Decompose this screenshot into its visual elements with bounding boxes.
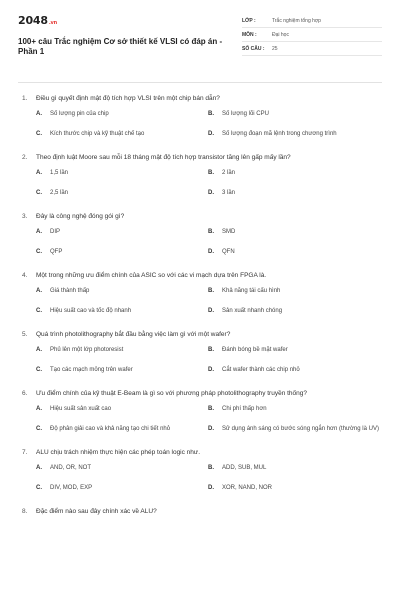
option-text: DIP [50,229,61,235]
question-list [18,93,382,516]
option-text: Sản xuất nhanh chóng [222,308,283,314]
question-number: 8. [22,507,28,515]
option-text: Giá thành thấp [50,288,90,294]
answer-option[interactable] [208,129,380,139]
option-text: Số lượng lõi CPU [222,111,269,117]
option-text: ADD, SUB, MUL [222,465,267,471]
document-title-line-2: Phần 1 [18,47,45,56]
question-text [18,152,382,162]
option-letter: B. [208,465,214,471]
question-stem: Đặc điểm nào sau đây chính xác về ALU? [36,507,157,515]
option-text: QFN [222,249,235,255]
answer-option[interactable] [36,463,208,473]
question-stem: Quá trình photolithography bắt đầu bằng việc làm gì với một wafer? [36,330,231,338]
meta-value: Đại học [272,31,289,38]
option-letter: B. [208,111,214,117]
question-stem: Điều gì quyết định mật độ tích hợp VLSI trên một chip bán dẫn? [36,94,220,102]
answer-option[interactable] [36,109,208,119]
option-text: Chi phí thấp hơn [222,406,267,412]
question-stem: Một trong những ưu điểm chính của ASIC so với các vi mạch dựa trên FPGA là. [36,271,267,279]
question-stem: ALU chịu trách nhiệm thực hiện các phép toán logic như. [36,448,201,456]
header-divider [18,82,382,83]
option-text: Hiệu suất sản xuất cao [50,406,112,412]
document-title-line-1: 100+ câu Trắc nghiệm Cơ sở thiết kế VLSI có đáp án - [18,37,223,46]
question-number: 2. [22,153,28,161]
answer-option[interactable] [36,286,208,296]
meta-value: Trắc nghiệm tổng hợp [272,17,321,24]
answer-option[interactable] [208,188,380,198]
answer-options [36,463,382,493]
logo-text: 2048 [18,14,48,27]
option-letter: D. [208,131,214,137]
option-letter: D. [208,190,214,196]
answer-option[interactable] [208,247,380,257]
option-text: XOR, NAND, NOR [222,485,273,491]
option-text: QFP [50,249,63,255]
answer-option[interactable] [208,109,380,119]
option-text: Kích thước chip và kỹ thuật chế tạo [50,131,145,137]
question-text [18,388,382,398]
meta-row-class [242,14,382,28]
option-letter: A. [36,465,42,471]
option-letter: B. [208,406,214,412]
option-text: Cắt wafer thành các chip nhỏ [222,367,300,373]
option-letter: A. [36,170,42,176]
option-letter: B. [208,170,214,176]
answer-option[interactable] [36,306,208,316]
answer-option[interactable] [36,188,208,198]
question-item [18,447,382,493]
option-letter: C. [36,485,42,491]
answer-option[interactable] [36,424,208,434]
option-letter: B. [208,288,214,294]
option-letter: A. [36,406,42,412]
option-text: Sử dụng ánh sáng có bước sóng ngắn hơn (thường là UV) [222,426,379,432]
question-stem: Theo định luật Moore sau mỗi 18 tháng mật độ tích hợp transistor tăng lên gấp mấy lần? [36,153,291,161]
option-text: Số lượng pin của chip [50,111,109,117]
question-text [18,329,382,339]
option-letter: D. [208,426,214,432]
question-number: 6. [22,389,28,397]
option-letter: C. [36,308,42,314]
answer-option[interactable] [36,404,208,414]
option-letter: C. [36,249,42,255]
logo-suffix: .vn [48,20,57,26]
option-letter: D. [208,249,214,255]
answer-options [36,404,382,434]
meta-key: MÔN : [242,31,257,38]
answer-option[interactable] [208,227,380,237]
answer-options [36,345,382,375]
question-item [18,270,382,316]
meta-row-subject [242,28,382,42]
question-item [18,93,382,139]
answer-option[interactable] [36,227,208,237]
option-text: AND, OR, NOT [50,465,92,471]
answer-option[interactable] [36,483,208,493]
option-letter: A. [36,288,42,294]
question-number: 4. [22,271,28,279]
answer-option[interactable] [36,247,208,257]
brand-block [18,14,238,74]
answer-option[interactable] [36,365,208,375]
answer-options [36,168,382,198]
answer-option[interactable] [208,483,380,493]
option-text: Khả năng tái cấu hình [222,288,281,294]
meta-value: 25 [272,45,278,52]
option-text: Độ phân giải cao và khả năng tạo chi tiết nhỏ [50,426,171,432]
option-letter: C. [36,190,42,196]
answer-option[interactable] [208,306,380,316]
option-letter: D. [208,485,214,491]
answer-option[interactable] [36,345,208,355]
question-stem: Đây là công nghệ đóng gói gì? [36,212,125,220]
answer-option[interactable] [208,404,380,414]
option-text: DIV, MOD, EXP [50,485,93,491]
document-title [18,37,238,57]
option-text: 2,5 lần [50,190,69,196]
answer-options [36,109,382,139]
option-letter: B. [208,229,214,235]
question-item [18,329,382,375]
answer-options [36,286,382,316]
option-letter: D. [208,367,214,373]
option-letter: B. [208,347,214,353]
site-logo[interactable] [18,14,238,27]
meta-key: SỐ CÂU : [242,45,265,52]
question-text [18,211,382,221]
question-item [18,506,382,516]
option-text: 3 lần [222,190,236,196]
question-text [18,93,382,103]
option-letter: C. [36,426,42,432]
option-text: Số lượng đoạn mã lệnh trong chương trình [222,131,337,137]
meta-table [242,14,382,74]
option-text: Tạo các mạch mỏng trên wafer [50,367,133,373]
answer-options [36,227,382,257]
question-number: 7. [22,448,28,456]
question-text [18,506,382,516]
answer-option[interactable] [208,345,380,355]
meta-row-count [242,42,382,56]
answer-option[interactable] [208,286,380,296]
answer-option[interactable] [208,463,380,473]
question-item [18,211,382,257]
option-text: 1,5 lần [50,170,69,176]
option-letter: A. [36,347,42,353]
answer-option[interactable] [208,365,380,375]
question-text [18,270,382,280]
option-letter: C. [36,131,42,137]
header [18,14,382,74]
question-item [18,152,382,198]
answer-option[interactable] [36,129,208,139]
question-item [18,388,382,434]
option-text: Hiệu suất cao và tốc độ nhanh [50,308,132,314]
meta-key: LỚP : [242,17,256,24]
option-text: Đánh bóng bề mặt wafer [222,347,288,353]
option-letter: D. [208,308,214,314]
question-text [18,447,382,457]
question-number: 5. [22,330,28,338]
answer-option[interactable] [208,424,380,434]
option-text: Phủ lên một lớp photoresist [50,347,124,353]
question-number: 3. [22,212,28,220]
option-letter: A. [36,229,42,235]
option-letter: A. [36,111,42,117]
option-text: SMD [222,229,236,235]
option-text: 2 lần [222,170,236,176]
answer-option[interactable] [208,168,380,178]
answer-option[interactable] [36,168,208,178]
question-stem: Ưu điểm chính của kỹ thuật E-Beam là gì so với phương pháp photolithography truyền thống? [36,389,308,397]
option-letter: C. [36,367,42,373]
question-number: 1. [22,94,28,102]
